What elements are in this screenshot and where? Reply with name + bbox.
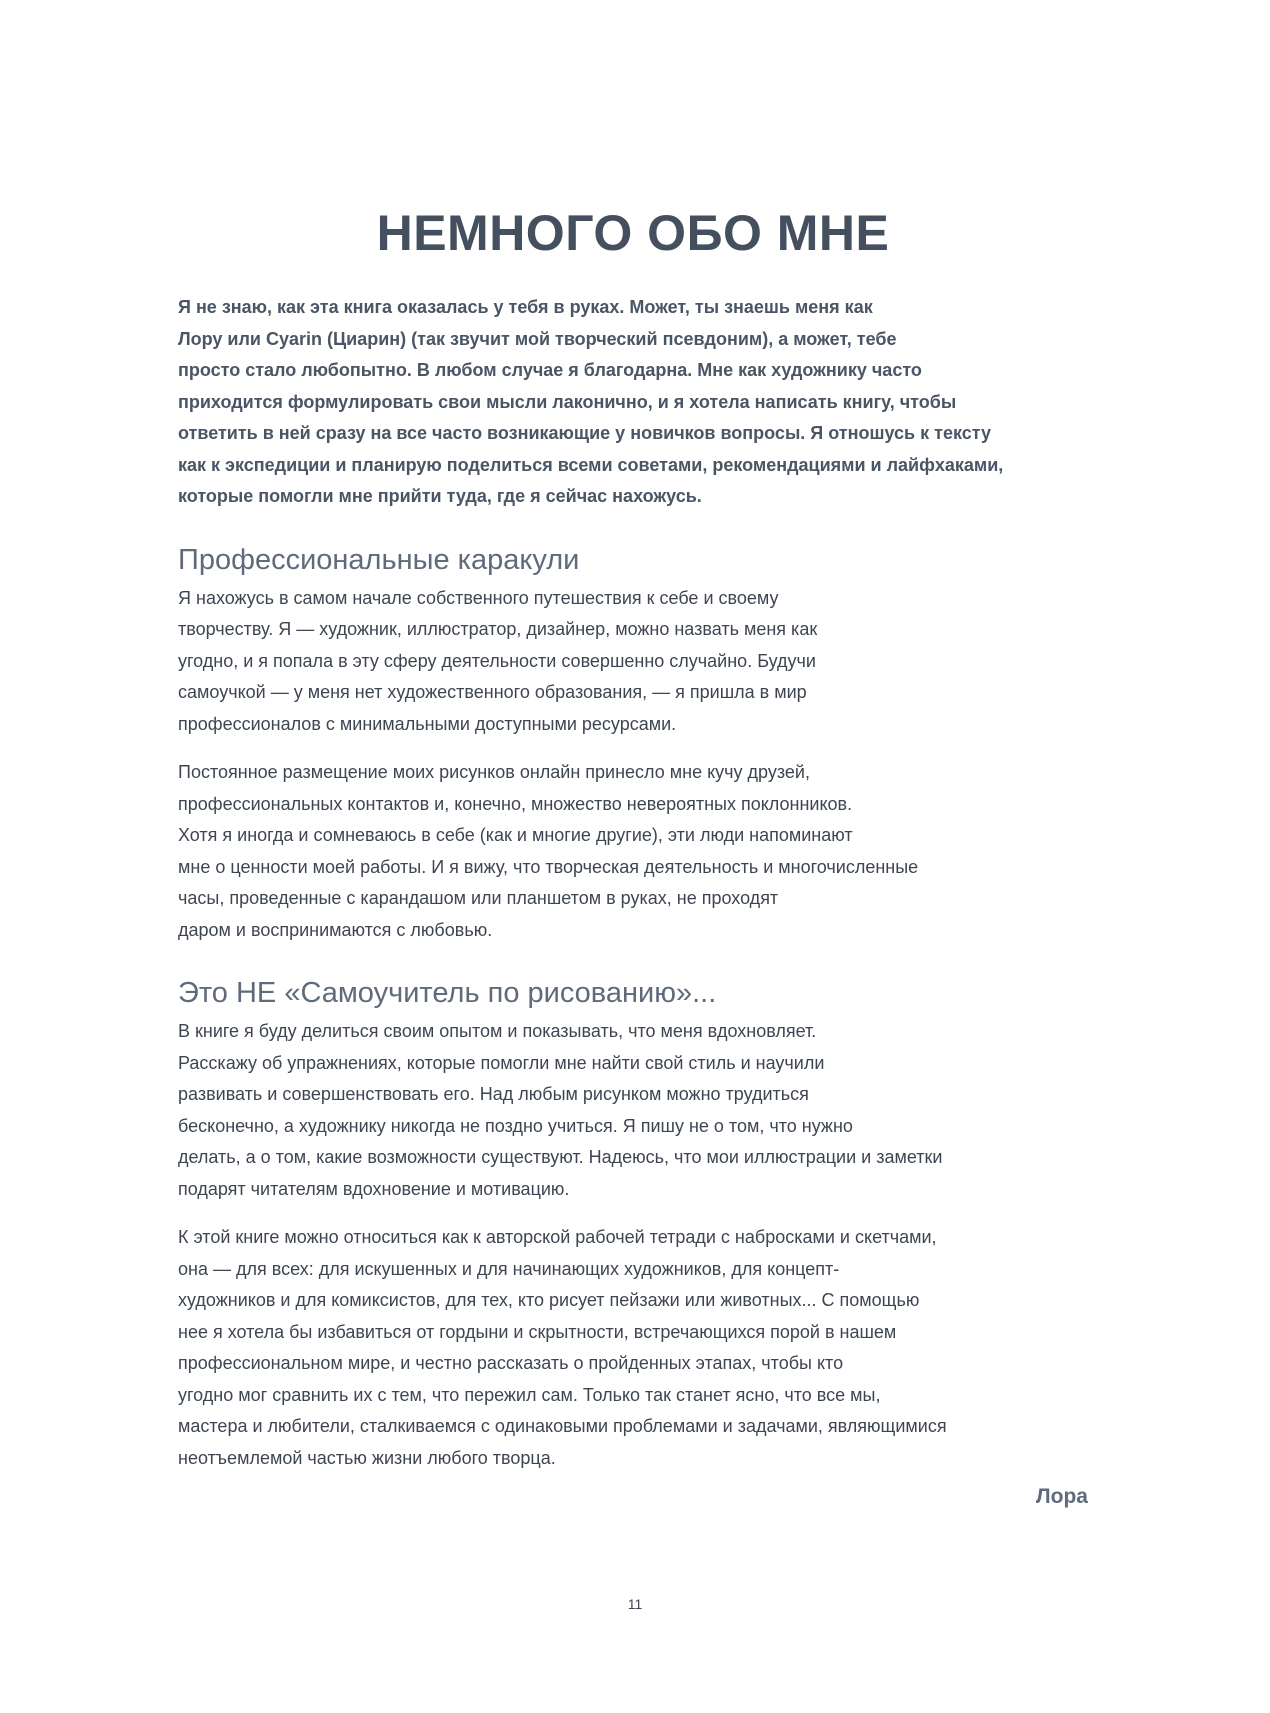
text-line: она — для всех: для искушенных и для начинающих художников, для концепт- [178,1258,840,1279]
text-line: Расскажу об упражнениях, которые помогли мне найти свой стиль и научили [178,1052,825,1073]
text-line: неотъемлемой частью жизни любого творца. [178,1447,556,1468]
body-paragraph [178,757,1088,946]
body-paragraph [178,1222,1088,1474]
text-line: даром и воспринимаются с любовью. [178,919,493,940]
text-line: творчеству. Я — художник, иллюстратор, дизайнер, можно назвать меня как [178,619,818,639]
text-line: бесконечно, а художнику никогда не поздно учиться. Я пишу не о том, что нужно [178,1115,853,1136]
text-line: часы, проведенные с карандашом или планшетом в руках, не проходят [178,888,779,908]
text-line: подарят читателям вдохновение и мотивацию. [178,1178,570,1199]
intro-line: ответить в ней сразу на все часто возникающие у новичков вопросы. Я отношусь к тексту [178,423,992,443]
text-line: угодно, и я попала в эту сферу деятельности совершенно случайно. Будучи [178,650,816,671]
text-line: угодно мог сравнить их с тем, что пережил сам. Только так станет ясно, что все мы, [178,1384,881,1405]
intro-line: Лору или Cyarin (Циарин) (так звучит мой творческий псевдоним), а может, тебе [178,328,897,349]
body-paragraph [178,1016,1088,1205]
text-line: К этой книге можно относиться как к авторской рабочей тетради с набросками и скетчами, [178,1227,937,1247]
author-signature: Лора [1035,1485,1088,1508]
text-line: профессионалов с минимальными доступными ресурсами. [178,713,677,734]
text-line: Постоянное размещение моих рисунков онлайн принесло мне кучу друзей, [178,762,810,782]
page-content [178,200,1088,1512]
text-line: нее я хотела бы избавиться от гордыни и скрытности, встречающихся порой в нашем [178,1321,897,1342]
text-line: мне о ценности моей работы. И я вижу, что творческая деятельность и многочисленные [178,856,919,877]
text-line: мастера и любители, сталкиваемся с одинаковыми проблемами и задачами, являющимися [178,1416,947,1436]
text-line: делать, а о том, какие возможности существуют. Надеюсь, что мои иллюстрации и заметки [178,1147,943,1167]
section-heading-professional-doodles: Профессиональные каракули [178,543,580,576]
text-line: профессиональном мире, и честно рассказать о пройденных этапах, чтобы кто [178,1353,844,1373]
intro-line: просто стало любопытно. В любом случае я благодарна. Мне как художнику часто [178,360,922,380]
text-line: Хотя я иногда и сомневаюсь в себе (как и многие другие), эти люди напоминают [178,825,853,845]
page-number: 11 [627,1596,643,1612]
intro-paragraph [178,292,1088,513]
body-paragraph [178,583,1088,741]
intro-line: которые помогли мне прийти туда, где я сейчас нахожусь. [178,486,702,506]
text-line: развивать и совершенствовать его. Над любым рисунком можно трудиться [178,1084,809,1104]
text-line: самоучкой — у меня нет художественного образования, — я пришла в мир [178,682,807,702]
section-heading-not-a-tutorial: Это НЕ «Самоучитель по рисованию»... [178,977,717,1009]
text-line: Я нахожусь в самом начале собственного путешествия к себе и своему [178,587,779,608]
section-body-professional-doodles [178,583,1088,947]
intro-line: Я не знаю, как эта книга оказалась у тебя в руках. Может, ты знаешь меня как [178,297,873,317]
intro-line: как к экспедиции и планирую поделиться всеми советами, рекомендациями и лайфхаками, [178,454,1004,475]
text-line: художников и для комиксистов, для тех, кто рисует пейзажи или животных... С помощью [178,1290,920,1310]
section-body-not-a-tutorial [178,1016,1088,1474]
text-line: В книге я буду делиться своим опытом и показывать, что меня вдохновляет. [178,1021,817,1041]
page-title: НЕМНОГО ОБО МНЕ [376,205,890,261]
text-line: профессиональных контактов и, конечно, множество невероятных поклонников. [178,793,853,814]
intro-line: приходится формулировать свои мысли лаконично, и я хотела написать книгу, чтобы [178,391,957,412]
